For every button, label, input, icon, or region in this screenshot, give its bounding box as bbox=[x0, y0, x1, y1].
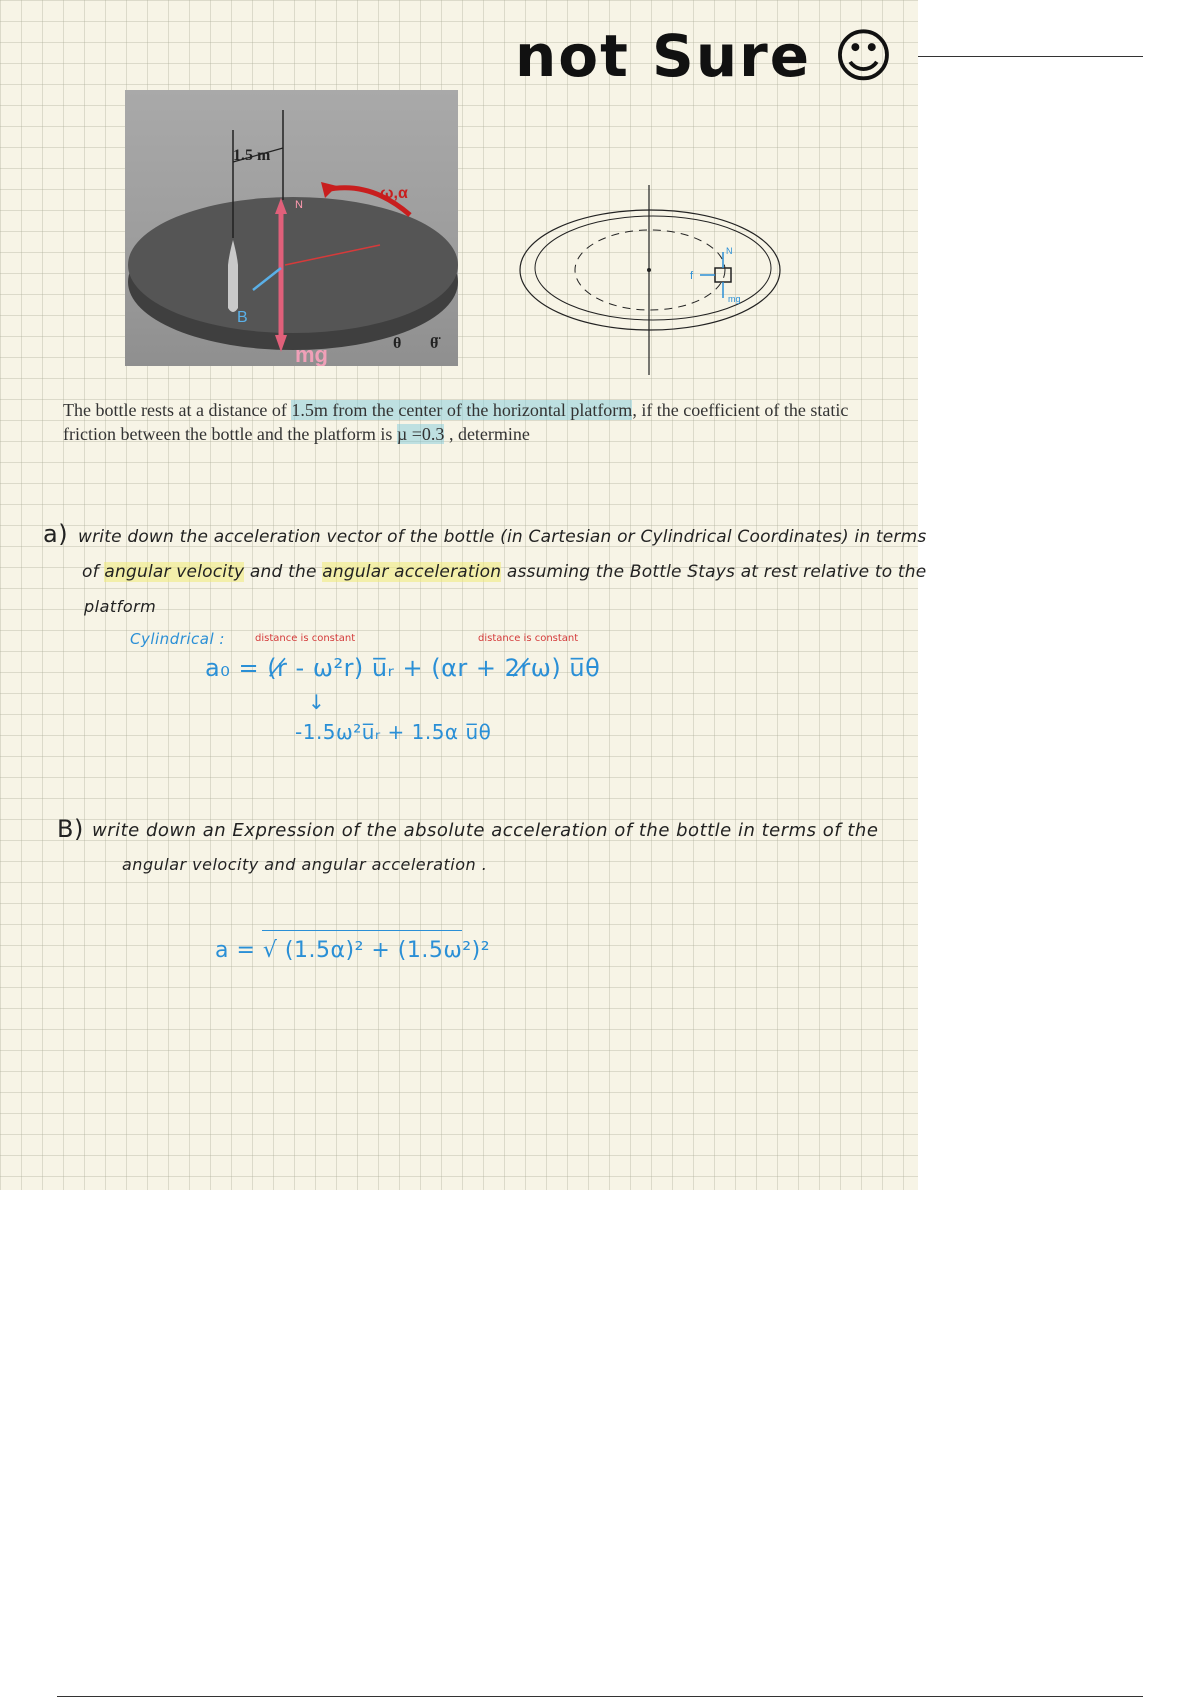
question-a-highlight-acceleration: angular acceleration bbox=[322, 562, 502, 582]
problem-highlight-distance: 1.5m from the center of the horizontal platform bbox=[291, 400, 633, 420]
sketch-n-label: N bbox=[726, 246, 733, 256]
question-b-label: B) bbox=[57, 815, 84, 843]
dimension-label: 1.5 m bbox=[233, 147, 271, 164]
question-a-label: a) bbox=[43, 520, 69, 548]
question-a-line-2 bbox=[82, 562, 926, 582]
answer-a-equation-2: -1.5ω²u̅ᵣ + 1.5α u̅θ bbox=[295, 720, 492, 744]
answer-a-cylindrical-label: Cylindrical : bbox=[130, 630, 225, 648]
sketch-center bbox=[647, 268, 651, 272]
sketch-f-label: f bbox=[690, 270, 694, 282]
question-a-line-3: platform bbox=[84, 597, 157, 616]
question-b-line-1: write down an Expression of the absolute acceleration of the bottle in terms of the bbox=[92, 820, 879, 841]
answer-a-note-1: distance is constant bbox=[255, 633, 356, 644]
problem-text-2: , if the coefficient of the static friction between the bottle and the platform is bbox=[63, 400, 849, 444]
platform-photo bbox=[125, 90, 458, 366]
platform-top bbox=[128, 197, 458, 333]
answer-a-equation-1: a₀ = (r̸ - ω²r) u̅ᵣ + (αr + 2r̸ω) u̅θ bbox=[205, 654, 601, 682]
question-a-highlight-velocity: angular velocity bbox=[104, 562, 245, 582]
platform-photo-drawing bbox=[125, 90, 458, 366]
problem-highlight-mu: µ =0.3 bbox=[396, 424, 445, 444]
question-a-text-mid: and the bbox=[244, 562, 323, 582]
platform-sketch bbox=[510, 180, 790, 380]
b-label: B bbox=[237, 309, 248, 326]
sketch-inner-ellipse bbox=[535, 216, 771, 320]
sketch-bottle-box bbox=[715, 268, 731, 282]
page-title: not Sure ☺ bbox=[515, 22, 896, 90]
answer-a-arrow: ↓ bbox=[308, 690, 326, 714]
question-a-text-post: assuming the Bottle Stays at rest relative to the bbox=[501, 562, 927, 582]
question-a-text-pre: of bbox=[82, 562, 105, 582]
theta-label: θ bbox=[393, 335, 402, 352]
problem-statement bbox=[63, 398, 893, 446]
problem-text-1: The bottle rests at a distance of bbox=[63, 400, 292, 420]
answer-b-equation: a = √ (1.5α)² + (1.5ω²)² bbox=[215, 938, 491, 963]
question-a-line-1: write down the acceleration vector of the bottle (in Cartesian or Cylindrical Coordinates) in terms bbox=[78, 527, 927, 547]
sketch-mg-label: mg bbox=[728, 294, 741, 304]
answer-b-radical-bar bbox=[262, 930, 462, 931]
answer-a-note-2: distance is constant bbox=[478, 633, 579, 644]
omega-alpha-label: ω,α bbox=[380, 185, 408, 202]
bottom-rule bbox=[57, 1696, 1143, 1697]
normal-force-label: N bbox=[295, 199, 303, 211]
top-rule bbox=[918, 56, 1143, 57]
problem-text-3: , determine bbox=[444, 424, 530, 444]
question-b-line-2: angular velocity and angular acceleration . bbox=[122, 855, 488, 874]
mg-label: mg bbox=[295, 342, 328, 366]
theta-double-dot-label: θ̈ bbox=[430, 335, 439, 352]
